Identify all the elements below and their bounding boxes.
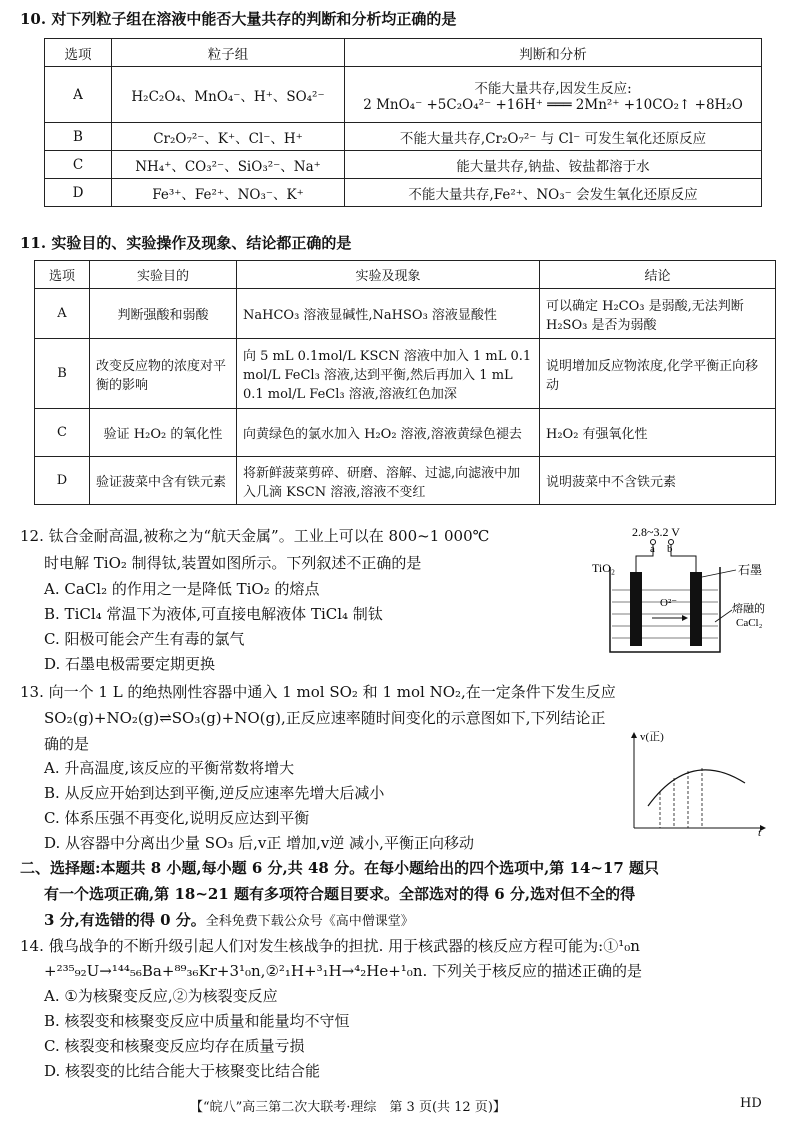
section2-note: 全科免费下载公众号《高中僧课堂》 (205, 914, 414, 929)
rate-curve (648, 770, 745, 806)
q11-header: 实验及现象 (237, 261, 540, 289)
q14-option-b: B. 核裂变和核聚变反应中质量和能量均不守恒 (44, 1012, 350, 1030)
q14-stem-2: +²³⁵₉₂U→¹⁴⁴₅₆Ba+⁸⁹₃₆Kr+3¹₀n,②²₁H+³₁H→⁴₂He+¹₀n. 下列关于核反应的描述正确的是 (44, 962, 643, 980)
conclusion: 可以确定 H₂CO₃ 是弱酸,无法判断 H₂SO₃ 是否为弱酸 (540, 289, 776, 339)
analysis-line: 不能大量共存,因发生反应: (474, 80, 632, 97)
conclusion: H₂O₂ 有强氧化性 (540, 409, 776, 457)
table-row (45, 151, 762, 179)
arrow-icon (682, 615, 688, 621)
conclusion: 说明菠菜中不含铁元素 (540, 457, 776, 505)
q13-option-a: A. 升高温度,该反应的平衡常数将增大 (44, 759, 295, 777)
purpose: 验证菠菜中含有铁元素 (90, 457, 237, 505)
table-row (35, 457, 776, 505)
conclusion: 说明增加反应物浓度,化学平衡正向移动 (540, 339, 776, 409)
terminal-a-label: a (650, 543, 655, 555)
footer-code: HD (740, 1096, 762, 1111)
ion-group: H₂C₂O₄、MnO₄⁻、H⁺、SO₄²⁻ (112, 67, 345, 123)
experiment: 将新鲜菠菜剪碎、研磨、溶解、过滤,向滤液中加入几滴 KSCN 溶液,溶液不变红 (237, 457, 540, 505)
q12-option-d: D. 石墨电极需要定期更换 (44, 655, 216, 673)
experiment: 向 5 mL 0.1mol/L KSCN 溶液中加入 1 mL 0.1 mol/L FeCl₃ 溶液,达到平衡,然后再加入 1 mL 0.1 mol/L FeCl₃ 溶液,溶液红色加深 (237, 339, 540, 409)
q11-header: 选项 (35, 261, 90, 289)
q10-header: 判断和分析 (345, 39, 762, 67)
option-letter: C (45, 151, 112, 179)
page-footer: 【“皖八”高三第二次大联考·理综 第 3 页(共 12 页)】 (190, 1100, 506, 1115)
anode-label: 石墨 (738, 563, 763, 577)
q13-option-b: B. 从反应开始到达到平衡,逆反应速率先增大后减小 (44, 784, 385, 802)
purpose: 改变反应物的浓度对平衡的影响 (90, 339, 237, 409)
q14-option-a: A. ①为核聚变反应,②为核裂变反应 (44, 987, 278, 1005)
q11-table (34, 260, 776, 505)
ion-group: Cr₂O₇²⁻、K⁺、Cl⁻、H⁺ (112, 123, 345, 151)
table-row (45, 179, 762, 207)
option-letter: A (45, 67, 112, 123)
section2-line-2: 有一个选项正确,第 18~21 题有多项符合题目要求。全部选对的得 6 分,选对但不全的得 (44, 885, 636, 903)
table-row (35, 409, 776, 457)
q13-stem-3: 确的是 (44, 735, 90, 753)
q10-header: 选项 (45, 39, 112, 67)
analysis-equation: 2 MnO₄⁻ +5C₂O₄²⁻ +16H⁺ ═══ 2Mn²⁺ +10CO₂↑ +8H₂O (363, 96, 743, 113)
section2-line-1: 二、选择题:本题共 8 小题,每小题 6 分,共 48 分。在每小题给出的四个选项中,第 14~17 题只 (20, 859, 660, 877)
q12-stem-2: 时电解 TiO₂ 制得钛,装置如图所示。下列叙述不正确的是 (44, 554, 422, 572)
table-row (45, 123, 762, 151)
x-axis-label: t (758, 827, 762, 838)
rate-time-graph (620, 728, 770, 838)
q13-stem-1: 13. 向一个 1 L 的绝热刚性容器中通入 1 mol SO₂ 和 1 mol NO₂,在一定条件下发生反应 (20, 683, 616, 701)
option-letter: D (45, 179, 112, 207)
q12-option-b: B. TiCl₄ 常温下为液体,可直接电解液体 TiCl₄ 制钛 (44, 605, 383, 623)
q13-option-c: C. 体系压强不再变化,说明反应达到平衡 (44, 809, 310, 827)
q12-option-a: A. CaCl₂ 的作用之一是降低 TiO₂ 的熔点 (44, 580, 320, 598)
q14-option-d: D. 核裂变的比结合能大于核聚变比结合能 (44, 1062, 321, 1080)
melt-label-1: 熔融的 (732, 603, 765, 615)
table-row (35, 289, 776, 339)
analysis: 能大量共存,钠盐、铵盐都溶于水 (345, 151, 762, 179)
experiment: NaHCO₃ 溶液显碱性,NaHSO₃ 溶液显酸性 (237, 289, 540, 339)
electrolysis-diagram (590, 522, 790, 672)
option-letter: B (35, 339, 90, 409)
q14-stem-1: 14. 俄乌战争的不断升级引起人们对发生核战争的担扰. 用于核武器的核反应方程可能为:①¹₀n (20, 937, 640, 955)
q11-header: 实验目的 (90, 261, 237, 289)
q14-option-c: C. 核裂变和核聚变反应均存在质量亏损 (44, 1037, 305, 1055)
analysis: 不能大量共存,Fe²⁺、NO₃⁻ 会发生氧化还原反应 (345, 179, 762, 207)
q10-stem: 10. 对下列粒子组在溶液中能否大量共存的判断和分析均正确的是 (20, 10, 457, 28)
purpose: 验证 H₂O₂ 的氧化性 (90, 409, 237, 457)
experiment: 向黄绿色的氯水加入 H₂O₂ 溶液,溶液黄绿色褪去 (237, 409, 540, 457)
purpose: 判断强酸和弱酸 (90, 289, 237, 339)
analysis: 不能大量共存,Cr₂O₇²⁻ 与 Cl⁻ 可发生氧化还原反应 (345, 123, 762, 151)
q12-option-c: C. 阳极可能会产生有毒的氯气 (44, 630, 245, 648)
q13-stem-2: SO₂(g)+NO₂(g)⇌SO₃(g)+NO(g),正反应速率随时间变化的示意图如下,下列结论正 (44, 709, 606, 727)
option-letter: C (35, 409, 90, 457)
melt-label-2: CaCl₂ (736, 617, 763, 629)
q10-table (44, 38, 762, 207)
analysis (345, 67, 762, 123)
table-row (45, 67, 762, 123)
q11-stem: 11. 实验目的、实验操作及现象、结论都正确的是 (20, 234, 352, 252)
q10-header: 粒子组 (112, 39, 345, 67)
q13-option-d: D. 从容器中分离出少量 SO₃ 后,v正 增加,v逆 减小,平衡正向移动 (44, 834, 474, 852)
table-row (35, 339, 776, 409)
q12-stem-1: 12. 钛合金耐高温,被称之为“航天金属”。工业上可以在 800~1 000℃ (20, 527, 490, 545)
ion-label: O²⁻ (660, 597, 678, 609)
section2-line-3: 3 分,有选错的得 0 分。 (44, 911, 206, 929)
cathode-label: TiO₂ (592, 561, 616, 575)
option-letter: A (35, 289, 90, 339)
voltage-label: 2.8~3.2 V (632, 525, 680, 539)
terminal-b-label: b (667, 543, 673, 555)
ion-group: Fe³⁺、Fe²⁺、NO₃⁻、K⁺ (112, 179, 345, 207)
ion-group: NH₄⁺、CO₃²⁻、SiO₃²⁻、Na⁺ (112, 151, 345, 179)
q11-header: 结论 (540, 261, 776, 289)
option-letter: D (35, 457, 90, 505)
option-letter: B (45, 123, 112, 151)
y-axis-label: v(正) (640, 731, 664, 743)
